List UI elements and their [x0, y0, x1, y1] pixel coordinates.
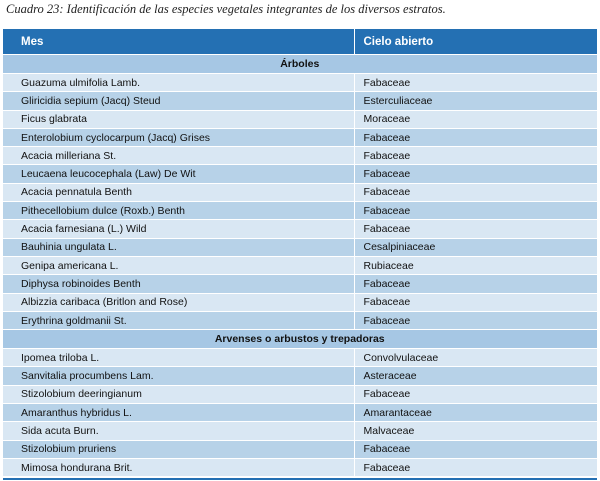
family-cell: Fabaceae [354, 220, 597, 238]
section-row [3, 55, 597, 74]
family-cell: Fabaceae [354, 202, 597, 220]
table-row [3, 165, 597, 183]
species-name-cell: Guazuma ulmifolia Lamb. [3, 74, 354, 92]
table-caption: Cuadro 23: Identificación de las especies vegetales integrantes de los diversos estratos. [6, 2, 446, 16]
table-row [3, 404, 597, 422]
table-row [3, 202, 597, 220]
species-name-cell: Ipomea triloba L. [3, 349, 354, 367]
family-cell: Fabaceae [354, 128, 597, 146]
family-cell: Fabaceae [354, 440, 597, 458]
table-row [3, 293, 597, 311]
species-name-cell: Acacia milleriana St. [3, 147, 354, 165]
table-row [3, 92, 597, 110]
family-cell: Amarantaceae [354, 404, 597, 422]
species-name-cell: Amaranthus hybridus L. [3, 404, 354, 422]
table-row [3, 385, 597, 403]
table-row [3, 147, 597, 165]
species-name-cell: Stizolobium deeringianum [3, 385, 354, 403]
table-row [3, 275, 597, 293]
species-name-cell: Stizolobium pruriens [3, 440, 354, 458]
species-table [3, 29, 598, 476]
table-row [3, 440, 597, 458]
section-title: Árboles [3, 55, 597, 74]
table-row [3, 458, 597, 476]
family-cell: Fabaceae [354, 165, 597, 183]
table-row [3, 238, 597, 256]
family-cell: Fabaceae [354, 293, 597, 311]
family-cell: Fabaceae [354, 275, 597, 293]
family-cell: Fabaceae [354, 74, 597, 92]
species-name-cell: Bauhinia ungulata L. [3, 238, 354, 256]
species-name-cell: Pithecellobium dulce (Roxb.) Benth [3, 202, 354, 220]
family-cell: Moraceae [354, 110, 597, 128]
table-row [3, 74, 597, 92]
species-name-cell: Erythrina goldmanii St. [3, 311, 354, 329]
family-cell: Cesalpiniaceae [354, 238, 597, 256]
table-row [3, 183, 597, 201]
species-name-cell: Enterolobium cyclocarpum (Jacq) Grises [3, 128, 354, 146]
table-row [3, 110, 597, 128]
table-row [3, 367, 597, 385]
species-name-cell: Gliricidia sepium (Jacq) Steud [3, 92, 354, 110]
family-cell: Malvaceae [354, 422, 597, 440]
table-row [3, 311, 597, 329]
species-name-cell: Ficus glabrata [3, 110, 354, 128]
family-cell: Convolvulaceae [354, 349, 597, 367]
table-body [3, 55, 597, 477]
species-name-cell: Albizzia caribaca (Britlon and Rose) [3, 293, 354, 311]
family-cell: Fabaceae [354, 147, 597, 165]
species-name-cell: Diphysa robinoides Benth [3, 275, 354, 293]
header-mes: Mes [3, 29, 354, 55]
table-bottom-rule [3, 478, 597, 480]
family-cell: Rubiaceae [354, 256, 597, 274]
table-row [3, 256, 597, 274]
species-name-cell: Mimosa hondurana Brit. [3, 458, 354, 476]
table-row [3, 422, 597, 440]
section-row [3, 330, 597, 349]
species-name-cell: Sida acuta Burn. [3, 422, 354, 440]
species-name-cell: Acacia farnesiana (L.) Wild [3, 220, 354, 238]
section-title: Arvenses o arbustos y trepadoras [3, 330, 597, 349]
table-row [3, 128, 597, 146]
family-cell: Esterculiaceae [354, 92, 597, 110]
table-row [3, 220, 597, 238]
family-cell: Fabaceae [354, 385, 597, 403]
species-name-cell: Acacia pennatula Benth [3, 183, 354, 201]
species-name-cell: Leucaena leucocephala (Law) De Wit [3, 165, 354, 183]
header-cielo-abierto: Cielo abierto [354, 29, 597, 55]
species-name-cell: Sanvitalia procumbens Lam. [3, 367, 354, 385]
table-row [3, 349, 597, 367]
family-cell: Fabaceae [354, 183, 597, 201]
header-row [3, 29, 597, 55]
family-cell: Fabaceae [354, 311, 597, 329]
family-cell: Asteraceae [354, 367, 597, 385]
family-cell: Fabaceae [354, 458, 597, 476]
species-name-cell: Genipa americana L. [3, 256, 354, 274]
